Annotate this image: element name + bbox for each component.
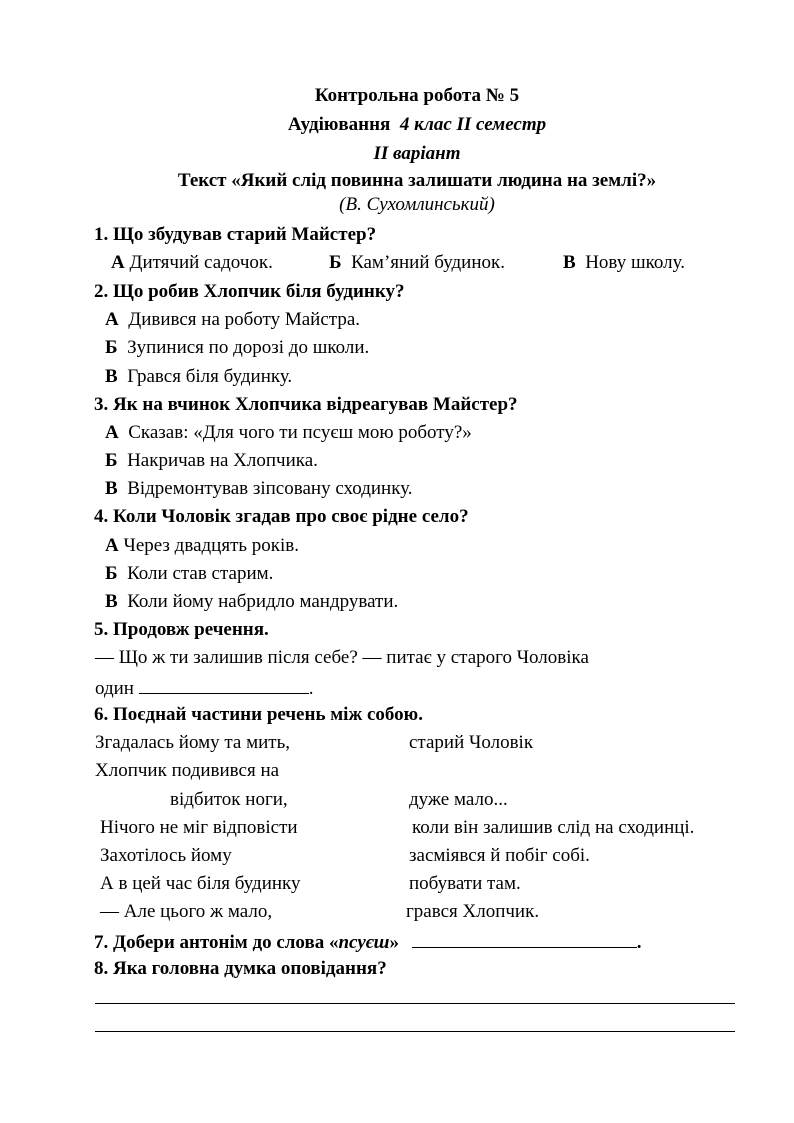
variant-label: II варіант [373, 143, 461, 164]
q6-right-part: побувати там. [409, 873, 521, 894]
q2-option-a [105, 309, 360, 331]
option-text: Через двадцять років. [123, 535, 300, 556]
question-6: 6. Поєднай частини речень між собою. [94, 704, 423, 725]
option-text: Сказав: «Для чого ти псуєш мою роботу?» [128, 422, 472, 443]
q6-right-part: коли він залишив слід на сходинці. [412, 817, 695, 838]
q4-option-c [105, 591, 398, 613]
page-title: Контрольна робота № 5 [314, 85, 520, 106]
option-letter: В [105, 366, 118, 387]
q6-left-part: А в цей час біля будинку [100, 873, 301, 894]
question-5: 5. Продовж речення. [94, 619, 269, 640]
option-letter: Б [105, 337, 118, 358]
option-text: Зупинися по дорозі до школи. [127, 337, 370, 358]
q4-option-a [105, 535, 299, 557]
option-letter: В [105, 591, 118, 612]
q3-option-c [105, 478, 413, 500]
q6-right-part: засміявся й побіг собі. [409, 845, 590, 866]
q1-option-b [329, 252, 505, 274]
option-letter: А [111, 252, 125, 273]
option-text: Відремонтував зіпсовану сходинку. [127, 478, 413, 499]
q3-option-b [105, 450, 318, 472]
q2-option-c [105, 366, 292, 388]
q7-text-before: 7. Добери антонім до слова « [94, 932, 339, 953]
option-text: Нову школу. [585, 252, 685, 273]
option-letter: А [105, 535, 119, 556]
option-letter: Б [105, 450, 118, 471]
q4-option-b [105, 563, 273, 585]
option-letter: А [105, 309, 119, 330]
q5-sentence-line1: — Що ж ти залишив після себе? — питає у старого Чоловіка [95, 647, 589, 668]
option-text: Дитячий садочок. [129, 252, 273, 273]
author: (В. Сухомлинський) [339, 194, 495, 215]
q6-left-part: Нічого не міг відповісти [100, 817, 298, 838]
q7-answer-blank[interactable] [412, 930, 637, 948]
q1-option-c [563, 252, 685, 274]
q6-right-part: грався Хлопчик. [406, 901, 540, 922]
q5-sentence-line2 [95, 676, 313, 700]
option-text: Грався біля будинку. [127, 366, 293, 387]
question-3: 3. Як на вчинок Хлопчика відреагував Майстер? [94, 394, 518, 415]
q2-option-b [105, 337, 369, 359]
question-7 [94, 930, 642, 954]
subtitle-part1: Аудіювання [287, 114, 391, 135]
q8-answer-line[interactable] [95, 1031, 735, 1032]
q5-period: . [308, 678, 314, 699]
q6-left-part: — Але цього ж мало, [100, 901, 273, 922]
question-4: 4. Коли Чоловік згадав про своє рідне село? [94, 506, 469, 527]
q6-left-part: Згадалась йому та мить, [95, 732, 290, 753]
q3-option-a [105, 422, 472, 444]
option-text: Кам’яний будинок. [351, 252, 505, 273]
option-letter: А [105, 422, 119, 443]
subtitle-part2: 4 клас II семестр [399, 114, 547, 135]
option-text: Дивився на роботу Майстра. [128, 309, 361, 330]
option-text: Коли йому набридло мандрувати. [127, 591, 399, 612]
option-letter: В [563, 252, 576, 273]
q1-option-a [111, 252, 273, 274]
question-8: 8. Яка головна думка оповідання? [94, 958, 387, 979]
option-text: Накричав на Хлопчика. [127, 450, 318, 471]
q5-sentence-word: один [95, 678, 134, 699]
q6-left-part: відбиток ноги, [170, 789, 288, 810]
option-letter: В [105, 478, 118, 499]
option-letter: Б [105, 563, 118, 584]
text-title: Текст «Який слід повинна залишати людина на землі?» [177, 170, 657, 191]
q7-text-after: » [389, 932, 399, 953]
question-1: 1. Що збудував старий Майстер? [94, 224, 377, 245]
page-subtitle [0, 114, 794, 136]
q7-period: . [636, 932, 642, 953]
option-text: Коли став старим. [127, 563, 274, 584]
q6-left-part: Хлопчик подивився на [95, 760, 280, 781]
q6-left-part: Захотілось йому [100, 845, 232, 866]
q6-right-part: дуже мало... [409, 789, 508, 810]
question-2: 2. Що робив Хлопчик біля будинку? [94, 281, 405, 302]
q8-answer-line[interactable] [95, 1003, 735, 1004]
q6-right-part: старий Чоловік [409, 732, 534, 753]
q7-word: псуєш [338, 932, 390, 953]
q5-answer-blank[interactable] [139, 676, 309, 694]
option-letter: Б [329, 252, 342, 273]
